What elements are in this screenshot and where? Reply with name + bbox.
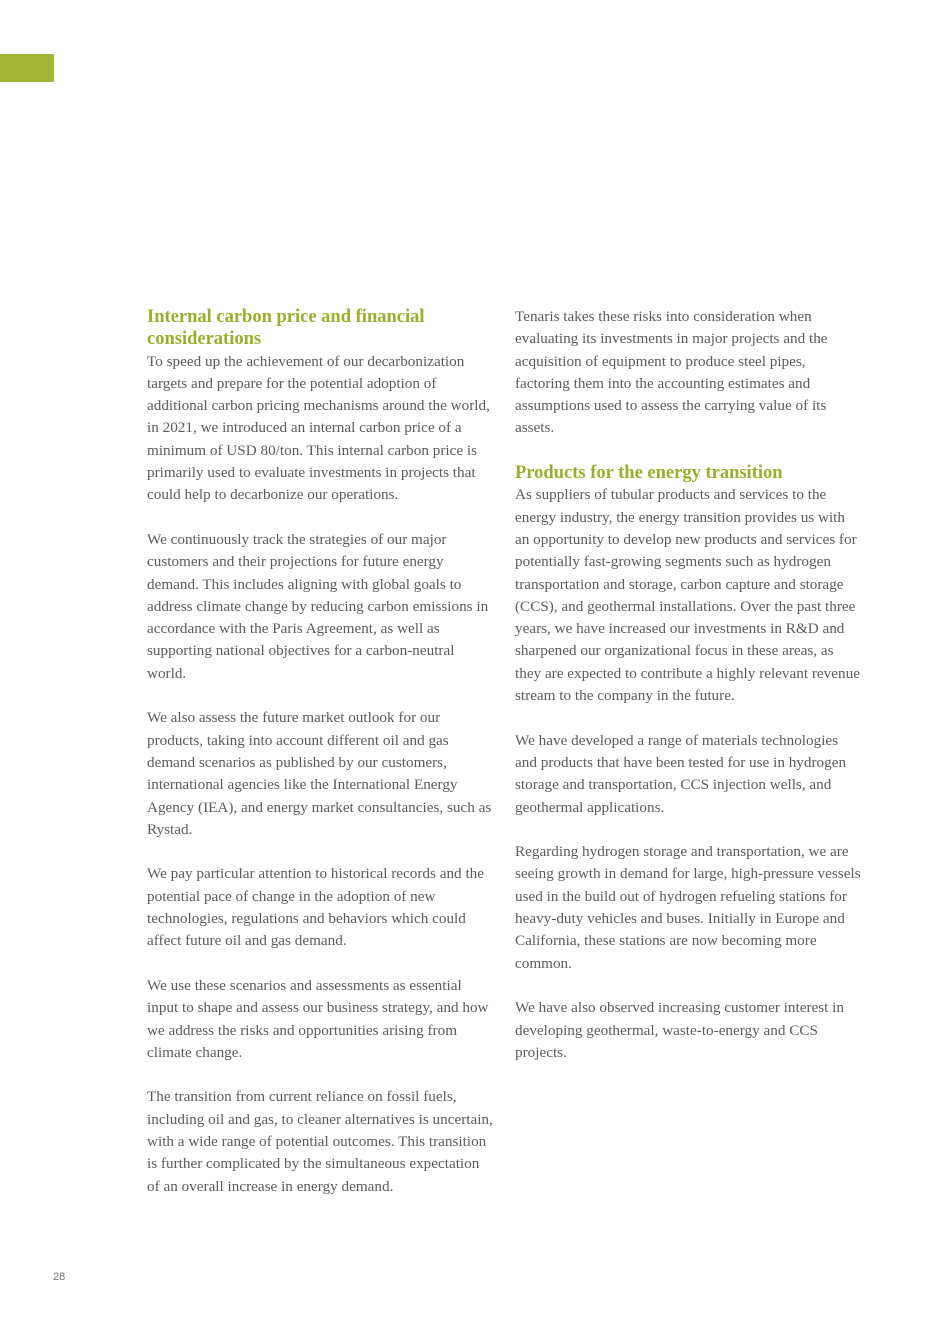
paragraph: We use these scenarios and assessments as essential input to shape and assess our business strategy, and how we address the risks and opportunities arising from climate change. [147,976,489,1061]
paragraph: We continuously track the strategies of our major customers and their projections for future energy demand. This includes aligning with global goals to address climate change by reducing carbon emissions in accordance with the Paris Agreement, as well as supporting national objectives for a carbon-neutral world. [147,530,489,682]
paragraph: We pay particular attention to historical records and the potential pace of change in the adoption of new technologies, regulations and behaviors which could affect future oil and gas demand. [147,865,484,950]
paragraph: We also assess the future market outlook for our products, taking into account different oil and gas demand scenarios as published by our customers, international agencies like the International Energy Agency (IEA), and energy market consultancies, such as Rystad. [147,709,492,838]
left-column [147,306,495,1198]
paragraph: We have also observed increasing customer interest in developing geothermal, waste-to-energy and CCS projects. [515,999,844,1061]
internal-carbon-price-heading: Internal carbon price and financial considerations [147,307,425,350]
paragraph: To speed up the achievement of our decarbonization targets and prepare for the potential adoption of additional carbon pricing mechanisms around the world, in 2021, we introduced an internal carbon price of a minimum of USD 80/ton. This internal carbon price is primarily used to evaluate investments in projects that could help to decarbonize our operations. [147,352,490,504]
page-number: 28 [53,1271,66,1283]
intro-paragraph: Tenaris takes these risks into consideration when evaluating its investments in major projects and the acquisition of equipment to produce steel pipes, factoring them into the accounting estimates and assumptions used to assess the carrying value of its assets. [515,308,828,437]
paragraph: Regarding hydrogen storage and transportation, we are seeing growth in demand for large, high-pressure vessels used in the build out of hydrogen refueling stations for heavy-duty vehicles and buses. Initially in Europe and California, these stations are now becoming more common. [515,843,861,972]
paragraph: As suppliers of tubular products and services to the energy industry, the energy transition provides us with an opportunity to develop new products and services for potentially fast-growing segments such as hydrogen transportation and storage, carbon capture and storage (CCS), and geothermal installations. Over the past three years, we have increased our investments in R&D and sharpened our organizational focus in these areas, as they are expected to contribute a highly relevant revenue stream to the company in the future. [515,486,860,705]
paragraph: The transition from current reliance on fossil fuels, including oil and gas, to cleaner alternatives is uncertain, with a wide range of potential outcomes. This transition is further complicated by the simultaneous expectation of an overall increase in energy demand. [147,1088,493,1195]
section-color-tab [0,54,54,82]
energy-transition-heading: Products for the energy transition [515,463,783,484]
right-column [515,306,863,1064]
paragraph: We have developed a range of materials technologies and products that have been tested for use in hydrogen storage and transportation, CCS injection wells, and geothermal applications. [515,731,847,816]
